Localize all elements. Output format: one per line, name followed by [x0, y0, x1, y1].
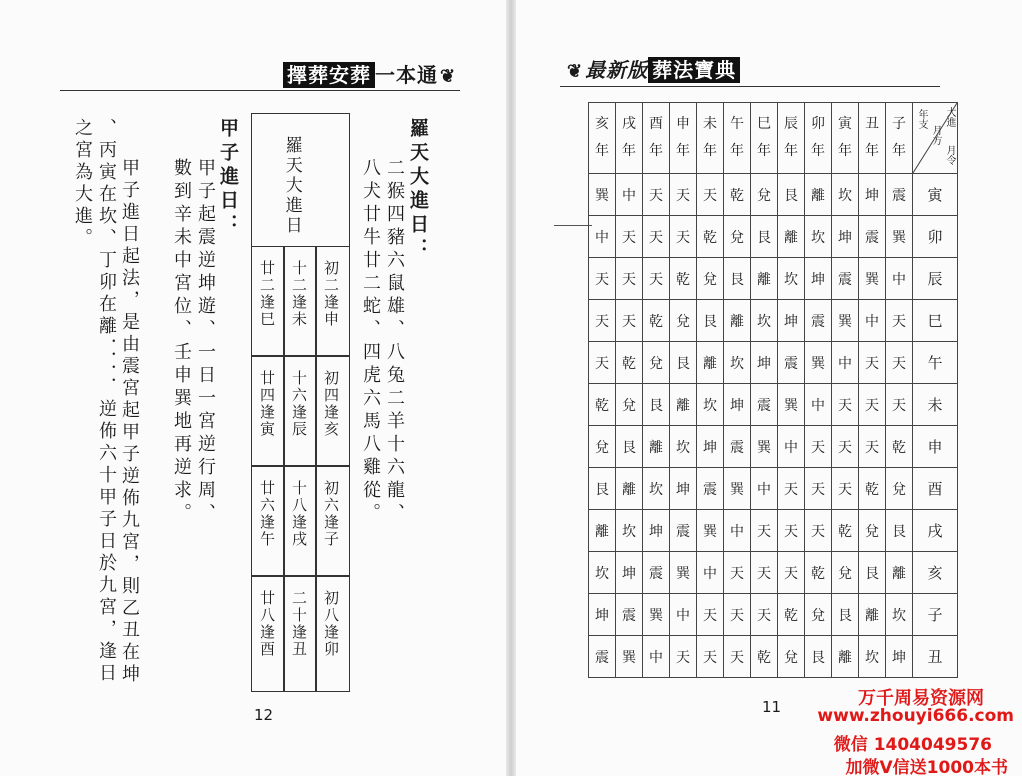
corner-header-cell [913, 103, 958, 174]
trigram-cell: 天 [751, 552, 778, 594]
trigram-cell: 天 [643, 216, 670, 258]
right-header-title: 葬法寶典 [648, 57, 740, 83]
trigram-cell: 天 [724, 552, 751, 594]
trigram-cell: 兌 [643, 342, 670, 384]
trigram-cell: 艮 [778, 174, 805, 216]
trigram-cell: 艮 [643, 384, 670, 426]
year-header-cell: 卯年 [805, 103, 832, 174]
trigram-cell: 坤 [643, 510, 670, 552]
year-header-cell: 寅年 [832, 103, 859, 174]
trigram-cell: 乾 [589, 384, 616, 426]
trigram-cell: 中 [805, 384, 832, 426]
table-cell: 初六逢子 [322, 480, 340, 548]
trigram-cell: 巽 [859, 258, 886, 300]
trigram-cell: 乾 [724, 174, 751, 216]
trigram-cell: 艮 [724, 258, 751, 300]
month-branch-cell: 未 [913, 384, 958, 426]
trigram-cell: 坎 [751, 300, 778, 342]
trigram-cell: 艮 [805, 636, 832, 678]
trigram-cell: 天 [697, 174, 724, 216]
trigram-cell: 坤 [751, 342, 778, 384]
trigram-cell: 坤 [616, 552, 643, 594]
trigram-cell: 震 [616, 594, 643, 636]
pointer-line [554, 225, 592, 226]
ornament-icon: ❦ [567, 61, 584, 82]
trigram-cell: 天 [832, 384, 859, 426]
month-branch-cell: 子 [913, 594, 958, 636]
trigram-cell: 巽 [805, 342, 832, 384]
trigram-cell: 天 [805, 426, 832, 468]
trigram-cell: 艮 [616, 426, 643, 468]
table-title-cell [252, 114, 349, 247]
trigram-cell: 離 [859, 594, 886, 636]
month-branch-cell: 卯 [913, 216, 958, 258]
year-header-cell: 亥年 [589, 103, 616, 174]
trigram-cell: 乾 [886, 426, 913, 468]
grid-row [589, 216, 958, 258]
heading-jiazi: 甲子進日： [217, 118, 239, 238]
trigram-cell: 天 [616, 258, 643, 300]
table-cell: 廿八逢酉 [258, 590, 276, 658]
trigram-cell: 天 [859, 384, 886, 426]
grid-row [589, 510, 958, 552]
trigram-cell: 艮 [751, 216, 778, 258]
trigram-cell: 坤 [886, 636, 913, 678]
grid-row [589, 426, 958, 468]
grid-row [589, 258, 958, 300]
explanation-line-3: 之宮為大進。 [72, 118, 93, 250]
grid-row [589, 174, 958, 216]
grid-row [589, 342, 958, 384]
trigram-cell: 乾 [697, 216, 724, 258]
trigram-cell: 中 [616, 174, 643, 216]
right-header-rule [560, 86, 940, 87]
watermark-url: www.zhouyi666.com [817, 706, 1014, 726]
trigram-cell: 中 [670, 594, 697, 636]
month-branch-cell: 戌 [913, 510, 958, 552]
trigram-cell: 天 [751, 510, 778, 552]
trigram-cell: 坎 [616, 510, 643, 552]
trigram-cell: 天 [751, 594, 778, 636]
watermark-promo: 加微V信送1000本书 [845, 758, 1008, 778]
trigram-cell: 坎 [589, 552, 616, 594]
trigram-cell: 巽 [778, 384, 805, 426]
trigram-cell: 天 [616, 300, 643, 342]
trigram-cell: 坎 [643, 468, 670, 510]
grid-row [589, 468, 958, 510]
trigram-cell: 天 [859, 426, 886, 468]
trigram-cell: 天 [805, 468, 832, 510]
trigram-cell: 坤 [778, 300, 805, 342]
trigram-cell: 艮 [886, 510, 913, 552]
trigram-cell: 坎 [670, 426, 697, 468]
trigram-cell: 兌 [859, 510, 886, 552]
year-header-cell: 子年 [886, 103, 913, 174]
trigram-cell: 離 [724, 300, 751, 342]
trigram-cell: 震 [670, 510, 697, 552]
trigram-cell: 兌 [670, 300, 697, 342]
table-cell: 十二逢未 [290, 260, 308, 328]
trigram-cell: 坎 [805, 216, 832, 258]
table-cell: 初二逢申 [322, 260, 340, 328]
heading-luotian: 羅天大進日： [407, 118, 429, 262]
trigram-cell: 巽 [751, 426, 778, 468]
trigram-cell: 離 [751, 258, 778, 300]
month-branch-cell: 申 [913, 426, 958, 468]
trigram-cell: 坤 [589, 594, 616, 636]
trigram-cell: 乾 [616, 342, 643, 384]
trigram-cell: 天 [670, 216, 697, 258]
trigram-cell: 坤 [805, 258, 832, 300]
trigram-cell: 中 [859, 300, 886, 342]
year-header-cell: 巳年 [751, 103, 778, 174]
left-header-subtitle: 一本通 [375, 63, 438, 87]
trigram-cell: 中 [589, 216, 616, 258]
year-header-cell: 戌年 [616, 103, 643, 174]
trigram-cell: 離 [832, 636, 859, 678]
trigram-cell: 坎 [886, 594, 913, 636]
trigram-cell: 兌 [778, 636, 805, 678]
right-page-number: 11 [762, 698, 782, 716]
trigram-cell: 震 [643, 552, 670, 594]
grid-row [589, 384, 958, 426]
trigram-cell: 天 [616, 216, 643, 258]
watermark-wechat: 微信 1404049576 [833, 735, 992, 755]
trigram-cell: 震 [778, 342, 805, 384]
trigram-cell: 巽 [832, 300, 859, 342]
left-page-number: 12 [254, 706, 274, 724]
trigram-cell: 艮 [697, 300, 724, 342]
table-cell: 廿四逢寅 [258, 370, 276, 438]
year-header-cell: 午年 [724, 103, 751, 174]
trigram-cell: 離 [778, 216, 805, 258]
trigram-cell: 巽 [886, 216, 913, 258]
ornament-icon: ❦ [440, 66, 457, 87]
trigram-cell: 巽 [616, 636, 643, 678]
trigram-cell: 巽 [589, 174, 616, 216]
table-cell: 廿六逢午 [258, 480, 276, 548]
trigram-cell: 坎 [697, 384, 724, 426]
trigram-cell: 天 [886, 342, 913, 384]
month-branch-cell: 巳 [913, 300, 958, 342]
trigram-cell: 中 [778, 426, 805, 468]
trigram-cell: 震 [697, 468, 724, 510]
trigram-cell: 天 [778, 468, 805, 510]
poem-jiazi-line-2: 數到辛未中宮位、壬申巽地再逆求。 [171, 158, 192, 526]
trigram-cell: 天 [778, 510, 805, 552]
grid-row [589, 594, 958, 636]
trigram-cell: 天 [697, 636, 724, 678]
trigram-cell: 震 [589, 636, 616, 678]
trigram-cell: 中 [724, 510, 751, 552]
trigram-cell: 離 [643, 426, 670, 468]
corner-label-yueling: 月令 [944, 145, 955, 165]
trigram-cell: 天 [643, 258, 670, 300]
trigram-cell: 艮 [670, 342, 697, 384]
trigram-cell: 坤 [832, 216, 859, 258]
table-title: 羅天大進日 [281, 136, 302, 236]
poem-jiazi-line-1: 甲子起震逆坤遊、一日一宮逆行周、 [195, 158, 216, 526]
daijin-grid [588, 102, 958, 678]
table-cell: 廿二逢巳 [258, 260, 276, 328]
grid-row [589, 552, 958, 594]
trigram-cell: 乾 [859, 468, 886, 510]
trigram-cell: 兌 [805, 594, 832, 636]
trigram-cell: 坎 [859, 636, 886, 678]
right-page-header [565, 54, 740, 83]
grid-header-row [589, 103, 958, 174]
table-cell: 初四逢亥 [322, 370, 340, 438]
trigram-cell: 震 [859, 216, 886, 258]
book-gutter [506, 0, 516, 776]
trigram-cell: 震 [724, 426, 751, 468]
poem-luotian-line-2: 八犬廿牛廿二蛇、四虎六馬八雞從。 [360, 158, 381, 526]
trigram-cell: 天 [670, 174, 697, 216]
trigram-cell: 乾 [670, 258, 697, 300]
month-branch-cell: 丑 [913, 636, 958, 678]
trigram-cell: 天 [805, 510, 832, 552]
month-branch-cell: 亥 [913, 552, 958, 594]
trigram-cell: 天 [697, 594, 724, 636]
trigram-cell: 巽 [643, 594, 670, 636]
trigram-cell: 艮 [589, 468, 616, 510]
watermark-line: 万千周易资源网 [858, 688, 984, 709]
table-cell: 二十逢丑 [290, 590, 308, 658]
explanation-line-1: 甲子進日起法，是由震宮起甲子逆佈九宮，則乙丑在坤 [119, 158, 140, 686]
trigram-cell: 坎 [778, 258, 805, 300]
year-header-cell: 酉年 [643, 103, 670, 174]
luotian-table [251, 113, 350, 692]
trigram-cell: 兌 [832, 552, 859, 594]
trigram-cell: 兌 [751, 174, 778, 216]
trigram-cell: 巽 [697, 510, 724, 552]
trigram-cell: 兌 [616, 384, 643, 426]
trigram-cell: 天 [589, 300, 616, 342]
trigram-cell: 離 [886, 552, 913, 594]
trigram-cell: 乾 [778, 594, 805, 636]
trigram-cell: 天 [859, 342, 886, 384]
trigram-cell: 坎 [724, 342, 751, 384]
month-branch-cell: 酉 [913, 468, 958, 510]
trigram-cell: 天 [589, 342, 616, 384]
trigram-cell: 震 [751, 384, 778, 426]
trigram-cell: 乾 [805, 552, 832, 594]
corner-label-yuefang: 月方 [930, 125, 941, 145]
month-branch-cell: 寅 [913, 174, 958, 216]
trigram-cell: 中 [832, 342, 859, 384]
left-header-title: 擇葬安葬 [283, 62, 375, 88]
trigram-cell: 天 [670, 636, 697, 678]
poem-luotian-line-1: 二猴四豬六鼠雄、八兔二羊十六龍、 [384, 158, 405, 526]
trigram-cell: 兌 [724, 216, 751, 258]
left-header-rule [60, 90, 460, 91]
trigram-cell: 兌 [697, 258, 724, 300]
trigram-cell: 巽 [724, 468, 751, 510]
table-cell: 初八逢卯 [322, 590, 340, 658]
trigram-cell: 天 [724, 594, 751, 636]
trigram-cell: 離 [616, 468, 643, 510]
corner-label-nianzhi: 年支 [916, 109, 927, 129]
trigram-cell: 坤 [670, 468, 697, 510]
trigram-cell: 中 [751, 468, 778, 510]
trigram-cell: 震 [832, 258, 859, 300]
trigram-cell: 坤 [859, 174, 886, 216]
trigram-cell: 乾 [751, 636, 778, 678]
table-cell: 十六逢辰 [290, 370, 308, 438]
trigram-cell: 乾 [643, 300, 670, 342]
trigram-cell: 兌 [589, 426, 616, 468]
trigram-cell: 坤 [697, 426, 724, 468]
right-header-prefix: 最新版 [585, 58, 649, 82]
trigram-cell: 坤 [724, 384, 751, 426]
trigram-cell: 天 [724, 636, 751, 678]
trigram-cell: 中 [643, 636, 670, 678]
trigram-cell: 天 [886, 384, 913, 426]
table-cell: 十八逢戌 [290, 480, 308, 548]
trigram-cell: 天 [643, 174, 670, 216]
trigram-cell: 天 [832, 468, 859, 510]
trigram-cell: 離 [697, 342, 724, 384]
trigram-cell: 震 [886, 174, 913, 216]
trigram-cell: 離 [805, 174, 832, 216]
trigram-cell: 天 [832, 426, 859, 468]
trigram-cell: 天 [589, 258, 616, 300]
grid-row [589, 636, 958, 678]
trigram-cell: 離 [670, 384, 697, 426]
trigram-cell: 坎 [832, 174, 859, 216]
explanation-line-2: 、丙寅在坎、丁卯在離．．．．逆佈六十甲子日於九宮，逢日 [96, 118, 117, 685]
trigram-cell: 艮 [832, 594, 859, 636]
year-header-cell: 未年 [697, 103, 724, 174]
trigram-cell: 中 [697, 552, 724, 594]
year-header-cell: 辰年 [778, 103, 805, 174]
corner-label-dajin: 大進 [944, 107, 955, 127]
trigram-cell: 離 [589, 510, 616, 552]
trigram-cell: 震 [805, 300, 832, 342]
trigram-cell: 兌 [886, 468, 913, 510]
trigram-cell: 天 [886, 300, 913, 342]
trigram-cell: 中 [886, 258, 913, 300]
trigram-cell: 巽 [670, 552, 697, 594]
year-header-cell: 申年 [670, 103, 697, 174]
trigram-cell: 乾 [832, 510, 859, 552]
year-header-cell: 丑年 [859, 103, 886, 174]
month-branch-cell: 午 [913, 342, 958, 384]
grid-row [589, 300, 958, 342]
trigram-cell: 天 [778, 552, 805, 594]
trigram-cell: 艮 [859, 552, 886, 594]
left-page-header [283, 59, 458, 88]
month-branch-cell: 辰 [913, 258, 958, 300]
